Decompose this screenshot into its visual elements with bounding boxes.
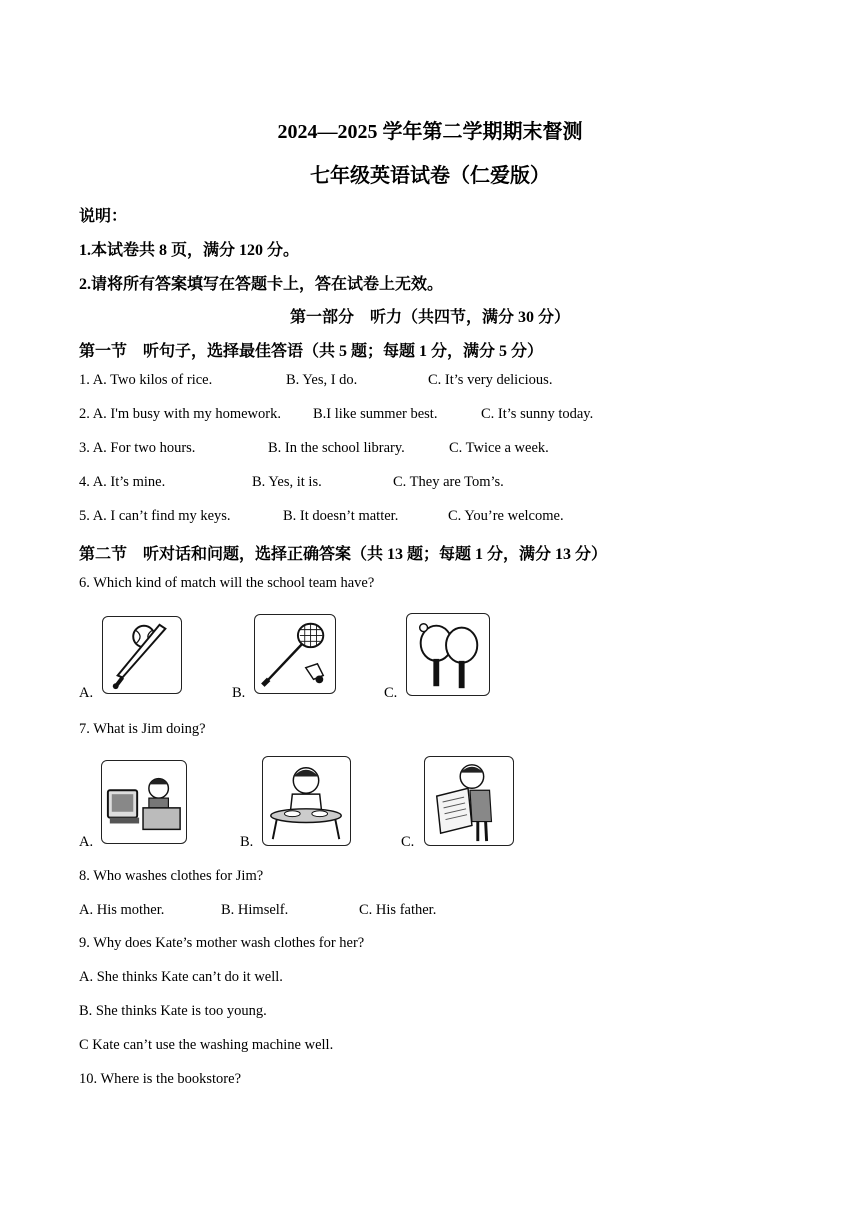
q7-question: 7. What is Jim doing?: [79, 721, 206, 737]
q10-question: 10. Where is the bookstore?: [79, 1071, 242, 1087]
q7-label-c: C.: [401, 834, 415, 850]
q1-option-a: 1. A. Two kilos of rice.: [79, 372, 213, 388]
q2-option-b: B.I like summer best.: [313, 406, 438, 422]
instructions-heading: 说明：: [79, 208, 128, 225]
boy-eating: [262, 756, 351, 846]
section1-title: 第一节 听句子，选择最佳答语（共 5 题；每题 1 分，满分 5 分）: [79, 343, 544, 360]
q5-option-c: C. You’re welcome.: [448, 508, 564, 524]
q3-option-b: B. In the school library.: [268, 440, 405, 456]
q9-question: 9. Why does Kate’s mother wash clothes for her?: [79, 935, 365, 951]
q6-label-b: B.: [232, 685, 246, 701]
q5-option-b: B. It doesn’t matter.: [283, 508, 399, 524]
q4-option-c: C. They are Tom’s.: [393, 474, 504, 490]
baseball-bat-icon: [102, 616, 182, 694]
q4-option-a: 4. A. It’s mine.: [79, 474, 166, 490]
q7-label-b: B.: [240, 834, 254, 850]
badminton-icon: [254, 614, 336, 694]
instruction-item: 2.请将所有答案填写在答题卡上，答在试卷上无效。: [79, 276, 444, 293]
instruction-item: 1.本试卷共 8 页，满分 120 分。: [79, 242, 300, 259]
boy-watching-tv: [101, 760, 187, 844]
boy-reading-newspaper: [424, 756, 514, 846]
q8-option-b: B. Himself.: [221, 902, 289, 918]
exam-title: 2024—2025 学年第二学期期末督测: [277, 121, 583, 143]
q8-question: 8. Who washes clothes for Jim?: [79, 868, 264, 884]
q5-option-a: 5. A. I can’t find my keys.: [79, 508, 231, 524]
q1-option-c: C. It’s very delicious.: [428, 372, 553, 388]
q9-option-b: B. She thinks Kate is too young.: [79, 1003, 267, 1019]
q2-option-c: C. It’s sunny today.: [481, 406, 594, 422]
q1-option-b: B. Yes, I do.: [286, 372, 358, 388]
part1-title: 第一部分 听力（共四节，满分 30 分）: [289, 309, 570, 326]
q6-label-c: C.: [384, 685, 398, 701]
q4-option-b: B. Yes, it is.: [252, 474, 322, 490]
q6-question: 6. Which kind of match will the school team have?: [79, 575, 375, 591]
exam-subtitle: 七年级英语试卷（仁爱版）: [310, 165, 550, 187]
q7-label-a: A.: [79, 834, 94, 850]
q8-option-c: C. His father.: [359, 902, 437, 918]
q9-option-a: A. She thinks Kate can’t do it well.: [79, 969, 283, 985]
q3-option-c: C. Twice a week.: [449, 440, 549, 456]
q2-option-a: 2. A. I'm busy with my homework.: [79, 406, 281, 422]
q6-label-a: A.: [79, 685, 94, 701]
section2-title: 第二节 听对话和问题，选择正确答案（共 13 题；每题 1 分，满分 13 分）: [79, 546, 608, 563]
q3-option-a: 3. A. For two hours.: [79, 440, 196, 456]
ping-pong-icon: [406, 613, 490, 696]
q8-option-a: A. His mother.: [79, 902, 165, 918]
q9-option-c: C Kate can’t use the washing machine well.: [79, 1037, 334, 1053]
